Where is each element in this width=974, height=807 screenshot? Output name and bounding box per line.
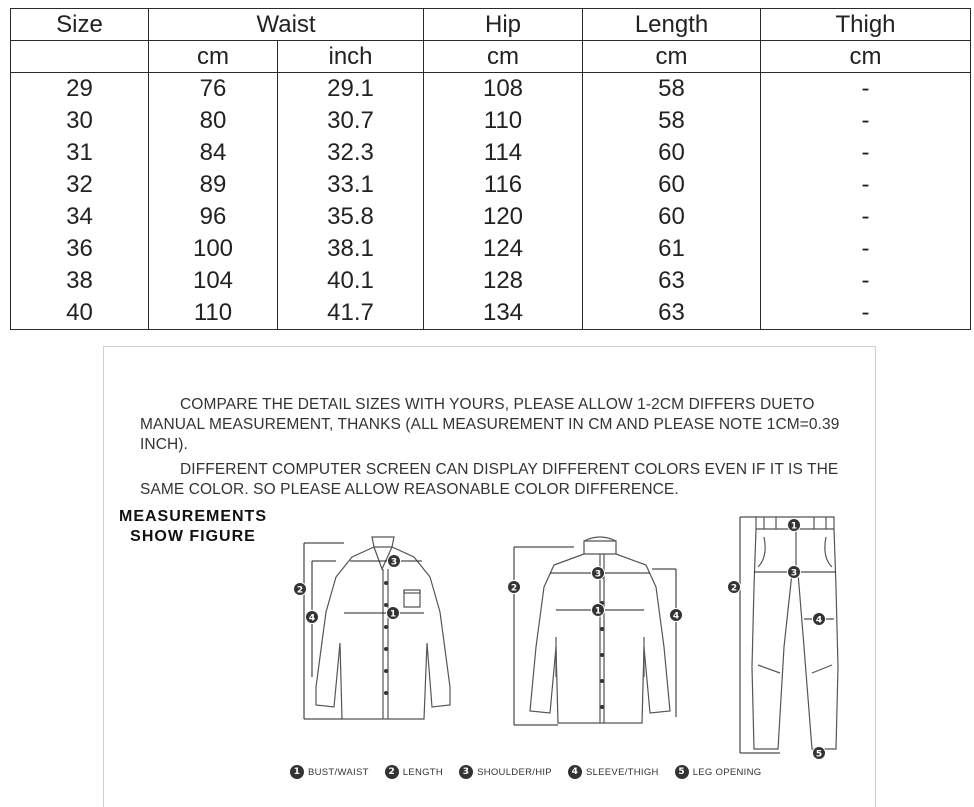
table-cell: 76 — [149, 73, 278, 106]
table-cell: 31 — [11, 137, 149, 169]
legend-item-length — [385, 765, 443, 779]
marker-number: 1 — [594, 606, 602, 617]
table-cell: 116 — [424, 169, 583, 201]
header-size: Size — [11, 9, 149, 41]
marker-number: 1 — [790, 521, 798, 532]
legend-label: SLEEVE/THIGH — [585, 766, 659, 778]
legend-item-shoulder-hip — [459, 765, 552, 779]
table-cell: 33.1 — [278, 169, 424, 201]
table-cell: 134 — [424, 297, 583, 330]
table-cell: 60 — [583, 201, 761, 233]
table-header-row — [11, 9, 971, 41]
table-cell: 32 — [11, 169, 149, 201]
legend-badge: 5 — [675, 765, 689, 779]
measurement-figures — [104, 347, 875, 807]
table-cell: - — [761, 169, 971, 201]
table-cell: 110 — [424, 105, 583, 137]
marker-1 — [387, 607, 400, 620]
table-cell: 30 — [11, 105, 149, 137]
table-cell: 58 — [583, 105, 761, 137]
table-cell: 30.7 — [278, 105, 424, 137]
marker-number: 3 — [594, 569, 602, 580]
legend-label: BUST/WAIST — [308, 766, 369, 778]
table-cell: 38 — [11, 265, 149, 297]
legend-badge: 4 — [568, 765, 582, 779]
table-cell: 32.3 — [278, 137, 424, 169]
marker-3 — [788, 566, 801, 579]
measurement-legend — [290, 765, 761, 779]
marker-5 — [813, 747, 826, 760]
header-waist: Waist — [149, 9, 424, 41]
marker-number: 3 — [390, 557, 398, 568]
marker-number: 1 — [389, 609, 397, 620]
table-cell: - — [761, 73, 971, 106]
table-cell: 128 — [424, 265, 583, 297]
unit-waist-cm: cm — [149, 41, 278, 73]
legend-label: LENGTH — [402, 766, 444, 778]
table-cell: 58 — [583, 73, 761, 106]
marker-4 — [306, 611, 319, 624]
marker-number: 2 — [730, 583, 738, 594]
table-cell: 34 — [11, 201, 149, 233]
table-cell: - — [761, 201, 971, 233]
table-row — [11, 169, 971, 201]
marker-2 — [294, 583, 307, 596]
unit-blank — [11, 41, 149, 73]
marker-4 — [813, 613, 826, 626]
table-cell: 104 — [149, 265, 278, 297]
marker-3 — [388, 555, 401, 568]
table-row — [11, 105, 971, 137]
legend-label: SHOULDER/HIP — [477, 766, 552, 778]
marker-1 — [592, 604, 605, 617]
marker-4 — [670, 609, 683, 622]
marker-3 — [592, 567, 605, 580]
table-cell: 80 — [149, 105, 278, 137]
table-row — [11, 265, 971, 297]
table-cell: 96 — [149, 201, 278, 233]
table-cell: 35.8 — [278, 201, 424, 233]
marker-number: 2 — [510, 583, 518, 594]
figure-title-line1: MEASUREMENTS — [118, 508, 267, 525]
marker-2 — [508, 581, 521, 594]
table-cell: 124 — [424, 233, 583, 265]
table-row — [11, 73, 971, 106]
table-cell: 63 — [583, 297, 761, 330]
note-measurement: COMPARE THE DETAIL SIZES WITH YOURS, PLEASE ALLOW 1-2CM DIFFERS DUETO MANUAL MEASUREMENT, THANKS (ALL MEASUREMENT IN CM AND PLEASE NOTE 1CM=0.39 INCH). — [140, 396, 840, 453]
header-length: Length — [583, 9, 761, 41]
marker-1 — [788, 519, 801, 532]
table-cell: - — [761, 233, 971, 265]
coat-illustration — [530, 537, 670, 723]
table-row — [11, 297, 971, 330]
unit-hip-cm: cm — [424, 41, 583, 73]
table-cell: 114 — [424, 137, 583, 169]
marker-2 — [728, 581, 741, 594]
marker-number: 3 — [790, 568, 798, 579]
marker-number: 4 — [672, 611, 680, 622]
table-cell: - — [761, 297, 971, 330]
table-row — [11, 201, 971, 233]
legend-badge: 3 — [459, 765, 473, 779]
table-row — [11, 137, 971, 169]
table-cell: 84 — [149, 137, 278, 169]
marker-number: 4 — [815, 615, 823, 626]
legend-badge: 1 — [290, 765, 304, 779]
table-cell: 36 — [11, 233, 149, 265]
unit-thigh-cm: cm — [761, 41, 971, 73]
marker-number: 5 — [815, 749, 823, 760]
legend-item-bust-waist — [290, 765, 369, 779]
header-hip: Hip — [424, 9, 583, 41]
unit-length-cm: cm — [583, 41, 761, 73]
table-cell: - — [761, 265, 971, 297]
note-color: DIFFERENT COMPUTER SCREEN CAN DISPLAY DIFFERENT COLORS EVEN IF IT IS THE SAME COLOR. SO PLEASE ALLOW REASONABLE COLOR DIFFERENCE. — [140, 461, 839, 498]
table-cell: 120 — [424, 201, 583, 233]
table-cell: 110 — [149, 297, 278, 330]
shirt-illustration — [316, 537, 450, 719]
legend-label: LEG OPENING — [692, 766, 762, 778]
header-thigh: Thigh — [761, 9, 971, 41]
table-cell: 108 — [424, 73, 583, 106]
table-cell: 29.1 — [278, 73, 424, 106]
trousers-illustration — [752, 517, 838, 749]
info-panel — [103, 346, 876, 807]
table-cell: 38.1 — [278, 233, 424, 265]
table-cell: 100 — [149, 233, 278, 265]
table-row — [11, 233, 971, 265]
table-cell: 63 — [583, 265, 761, 297]
legend-item-leg-opening — [675, 765, 762, 779]
table-cell: 89 — [149, 169, 278, 201]
marker-number: 4 — [308, 613, 316, 624]
table-cell: 60 — [583, 137, 761, 169]
table-cell: 41.7 — [278, 297, 424, 330]
table-cell: 29 — [11, 73, 149, 106]
legend-badge: 2 — [385, 765, 399, 779]
table-cell: - — [761, 105, 971, 137]
legend-item-sleeve-thigh — [568, 765, 659, 779]
unit-waist-inch: inch — [278, 41, 424, 73]
table-cell: 61 — [583, 233, 761, 265]
marker-number: 2 — [296, 585, 304, 596]
figure-title-line2: SHOW FIGURE — [130, 528, 256, 545]
table-cell: - — [761, 137, 971, 169]
size-chart-table — [10, 8, 971, 330]
table-cell: 60 — [583, 169, 761, 201]
table-cell: 40.1 — [278, 265, 424, 297]
table-units-row — [11, 41, 971, 73]
table-cell: 40 — [11, 297, 149, 330]
